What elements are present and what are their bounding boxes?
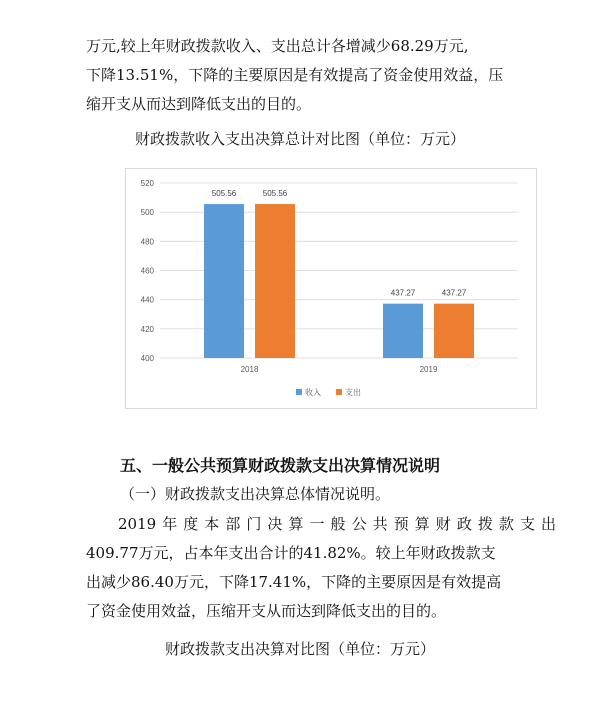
chart2-caption: 财政拨款支出决算对比图（单位：万元） (164, 640, 435, 658)
y-tick-label: 460 (140, 266, 154, 276)
intro-line-3: 缩开支从而达到降低支出的目的。 (86, 95, 312, 113)
y-tick-label: 400 (140, 354, 154, 363)
y-tick-label: 480 (140, 237, 154, 247)
y-tick-label: 420 (140, 324, 154, 334)
legend-label: 支出 (345, 388, 361, 397)
x-tick-label: 2019 (419, 365, 438, 374)
bar (255, 204, 295, 358)
bar (383, 304, 423, 358)
legend-swatch (296, 389, 302, 395)
bar (434, 304, 474, 358)
legend-swatch (336, 389, 342, 395)
subsection1-heading: （一）财政拨款支出决算总体情况说明。 (120, 485, 391, 503)
data-label: 505.56 (262, 189, 288, 199)
bar (204, 204, 244, 358)
chart1-caption: 财政拨款收入支出决算总计对比图（单位：万元） (134, 130, 465, 148)
y-tick-label: 440 (140, 295, 154, 305)
legend-label: 收入 (305, 388, 321, 397)
body-line-3: 出减少86.40万元，下降17.41%，下降的主要原因是有效提高 (86, 573, 502, 591)
data-label: 505.56 (211, 189, 237, 199)
body-line-2: 409.77万元，占本年支出合计的41.82%。较上年财政拨款支 (86, 544, 496, 562)
intro-line-1: 万元,较上年财政拨款收入、支出总计各增减少68.29万元, (86, 37, 469, 55)
body-line-1: 2019年度本部门决算一般公共预算财政拨款支出 (118, 515, 556, 533)
bar-chart (125, 168, 537, 409)
x-tick-label: 2018 (240, 365, 259, 374)
intro-paragraph (86, 32, 556, 119)
section5-heading: 五、一般公共预算财政拨款支出决算情况说明 (120, 456, 441, 475)
data-label: 437.27 (390, 288, 416, 298)
bar-chart-svg (126, 169, 536, 408)
data-label: 437.27 (441, 288, 467, 298)
y-tick-label: 520 (140, 179, 154, 188)
body-paragraph (86, 510, 556, 626)
intro-line-2: 下降13.51%，下降的主要原因是有效提高了资金使用效益，压 (86, 66, 504, 84)
body-line-4: 了资金使用效益，压缩开支从而达到降低支出的目的。 (86, 602, 447, 620)
y-tick-label: 500 (140, 208, 154, 218)
